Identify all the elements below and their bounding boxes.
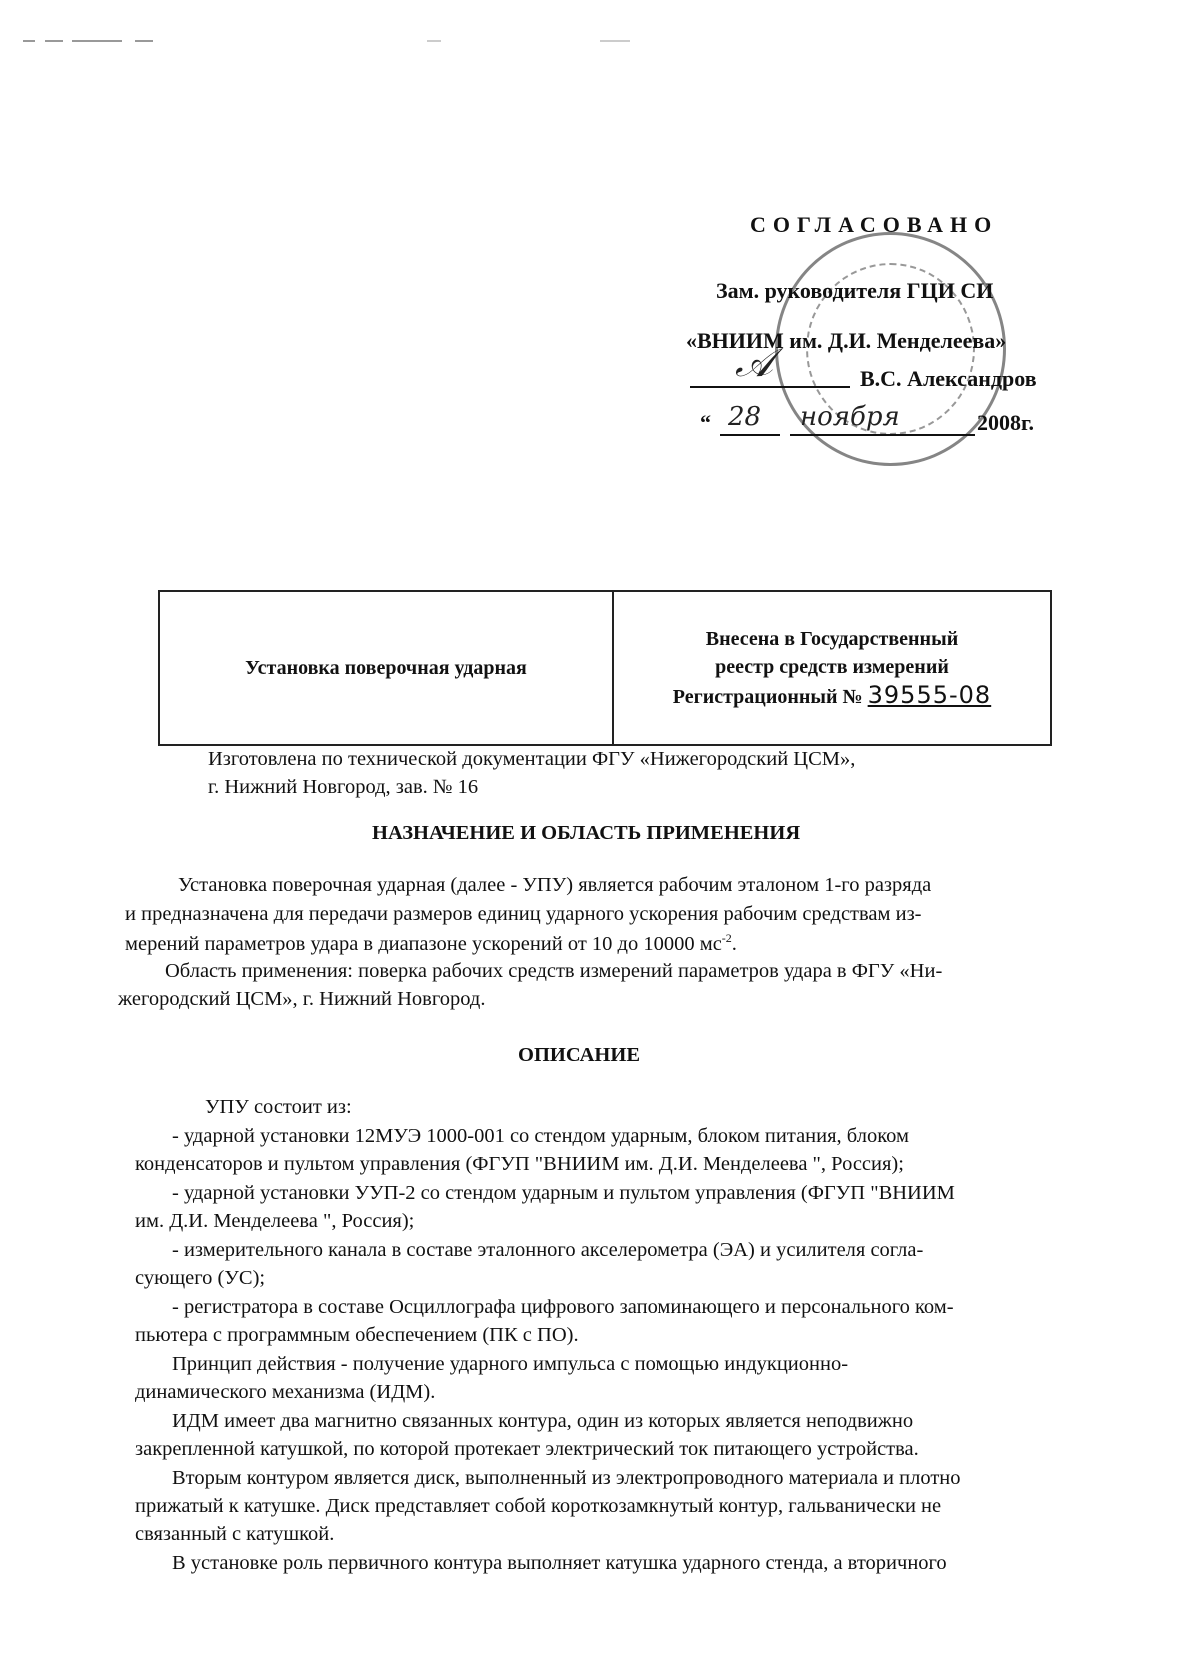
principle-line1: Принцип действия - получение ударного импульса с помощью индукционно- bbox=[172, 1353, 849, 1375]
component-item-2-line2: им. Д.И. Менделеева ", Россия); bbox=[135, 1210, 415, 1232]
component-item-1-line1: - ударной установки 12МУЭ 1000-001 со стендом ударным, блоком питания, блоком bbox=[172, 1125, 909, 1147]
period: . bbox=[731, 932, 737, 955]
purpose-para2-line1: Область применения: поверка рабочих средств измерений параметров удара в ФГУ «Ни- bbox=[165, 960, 943, 982]
approval-position: Зам. руководителя ГЦИ СИ bbox=[716, 278, 994, 303]
registration-number-row bbox=[673, 681, 991, 711]
second-contour-line1: Вторым контуром является диск, выполненный из электропроводного материала и плотно bbox=[172, 1467, 961, 1489]
purpose-para1-line1: Установка поверочная ударная (далее - УПУ) является рабочим эталоном 1-го разряда bbox=[178, 874, 932, 896]
signature-line bbox=[690, 386, 850, 388]
component-item-3-line2: сующего (УС); bbox=[135, 1267, 266, 1289]
registration-label: Регистрационный № bbox=[672, 686, 863, 708]
approval-organization: «ВНИИМ им. Д.И. Менделеева» bbox=[686, 328, 1007, 353]
component-item-2-line1: - ударной установки УУП-2 со стендом ударным и пультом управления (ФГУП "ВНИИМ bbox=[172, 1182, 955, 1204]
date-month: ноября bbox=[800, 402, 900, 432]
date-month-line bbox=[790, 434, 975, 436]
date-day: 28 bbox=[728, 402, 762, 432]
manufacture-line-2: г. Нижний Новгород, зав. № 16 bbox=[208, 776, 479, 798]
second-contour-line2: прижатый к катушке. Диск представляет собой короткозамкнутый контур, гальванически не bbox=[135, 1495, 942, 1517]
registry-line-1: Внесена в Государственный bbox=[705, 628, 959, 650]
idm-line1: ИДМ имеет два магнитно связанных контура, один из которых является неподвижно bbox=[172, 1410, 914, 1432]
purpose-para2-line2: жегородский ЦСМ», г. Нижний Новгород. bbox=[118, 988, 486, 1010]
registry-info-cell bbox=[614, 592, 1050, 744]
component-item-1-line2: конденсаторов и пультом управления (ФГУП "ВНИИМ им. Д.И. Менделеева ", Россия); bbox=[135, 1153, 904, 1175]
section-heading-description: ОПИСАНИЕ bbox=[518, 1044, 640, 1066]
principle-line2: динамического механизма (ИДМ). bbox=[135, 1381, 436, 1403]
date-year: 2008г. bbox=[977, 410, 1035, 435]
handwritten-signature-icon: 𝒜 bbox=[735, 340, 773, 386]
approval-title: СОГЛАСОВАНО bbox=[750, 212, 999, 237]
date-open-quote: “ bbox=[700, 410, 711, 435]
description-intro: УПУ состоит из: bbox=[205, 1096, 352, 1118]
approval-signatory-name: В.С. Александров bbox=[860, 366, 1037, 391]
scan-artifact-marks bbox=[15, 40, 1175, 43]
purpose-para1-line2: и предназначена для передачи размеров единиц ударного ускорения рабочим средствам из- bbox=[125, 903, 922, 925]
registration-number: 39555-08 bbox=[867, 681, 992, 709]
second-contour-line3: связанный с катушкой. bbox=[135, 1523, 335, 1545]
superscript-exponent: -2 bbox=[721, 931, 732, 945]
registry-line-2: реестр средств измерений bbox=[715, 656, 949, 678]
section-heading-purpose: НАЗНАЧЕНИЕ И ОБЛАСТЬ ПРИМЕНЕНИЯ bbox=[372, 822, 801, 844]
manufacture-line-1: Изготовлена по технической документации ФГУ «Нижегородский ЦСМ», bbox=[208, 748, 856, 770]
purpose-para1-line3-text: мерений параметров удара в диапазоне ускорений от 10 до 10000 мс bbox=[125, 932, 722, 955]
role-line1: В установке роль первичного контура выполняет катушка ударного стенда, а вторичного bbox=[172, 1552, 947, 1574]
date-day-line bbox=[720, 434, 780, 436]
component-item-3-line1: - измерительного канала в составе эталонного акселерометра (ЭА) и усилителя согла- bbox=[172, 1239, 924, 1261]
purpose-para1-line3 bbox=[125, 931, 737, 956]
idm-line2: закрепленной катушкой, по которой протекает электрический ток питающего устройства. bbox=[135, 1438, 919, 1460]
component-item-4-line2: пьютера с программным обеспечением (ПК с ПО). bbox=[135, 1324, 579, 1346]
registry-table bbox=[158, 590, 1052, 746]
instrument-name-cell: Установка поверочная ударная bbox=[160, 592, 614, 744]
component-item-4-line1: - регистратора в составе Осциллографа цифрового запоминающего и персонального ком- bbox=[172, 1296, 954, 1318]
